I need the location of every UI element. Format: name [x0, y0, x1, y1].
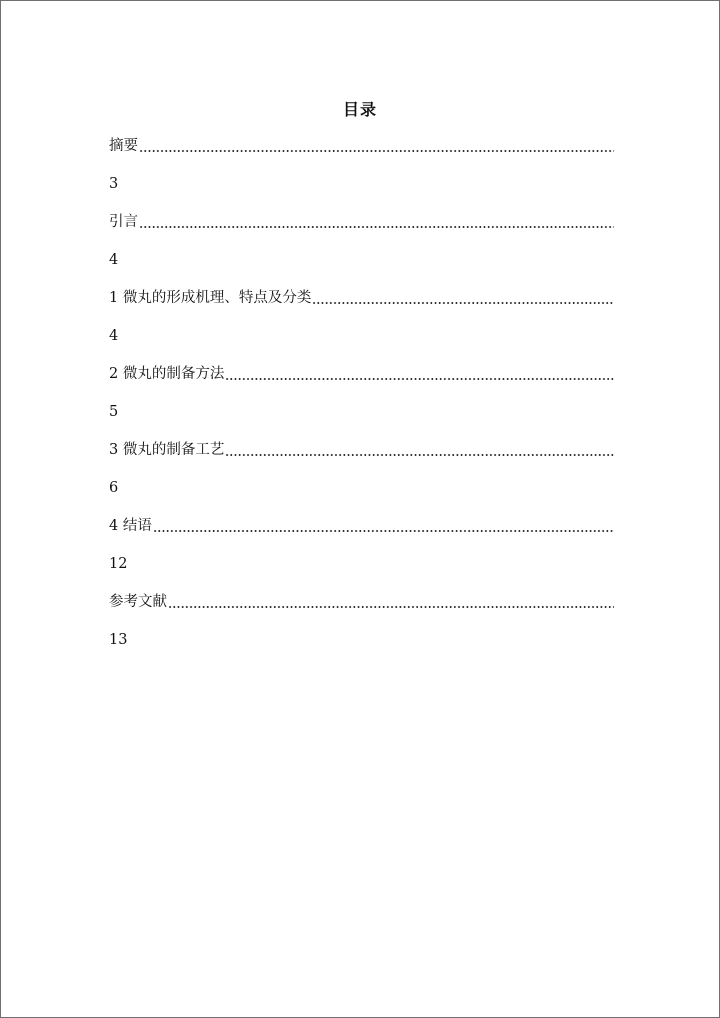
- toc-entry-page-number: 6: [109, 480, 119, 496]
- dot-leader: [225, 439, 614, 461]
- toc-entry-text: 1 微丸的形成机理、特点及分类: [109, 290, 312, 306]
- dot-leader: [139, 135, 614, 157]
- dot-leader: [312, 287, 614, 309]
- toc-entry-page-number: 4: [109, 328, 119, 344]
- toc-entry-line: [109, 287, 614, 309]
- table-of-contents: [109, 135, 614, 667]
- toc-entry-page-number: 5: [109, 404, 119, 420]
- toc-entry-text: 2 微丸的制备方法: [109, 366, 225, 382]
- toc-entry-section-3: [109, 439, 614, 515]
- toc-entry-text: 引言: [109, 214, 138, 230]
- toc-entry-line: [109, 363, 614, 385]
- toc-entry-line: [109, 591, 614, 613]
- dot-leader: [168, 591, 614, 613]
- toc-entry-text: 4 结语: [109, 518, 152, 534]
- toc-entry-line: [109, 135, 614, 157]
- toc-title: 目录: [342, 100, 377, 119]
- toc-entry-text: 3 微丸的制备工艺: [109, 442, 225, 458]
- toc-entry-page-number: 12: [109, 556, 128, 572]
- toc-entry-section-4: [109, 515, 614, 591]
- toc-entry-text: 摘要: [109, 138, 138, 154]
- toc-entry-line: [109, 439, 614, 461]
- toc-entry-page-number: 4: [109, 252, 119, 268]
- toc-entry-page-number: 3: [109, 176, 119, 192]
- toc-entry-references: [109, 591, 614, 667]
- dot-leader: [153, 515, 614, 537]
- toc-entry-section-2: [109, 363, 614, 439]
- toc-entry-abstract: [109, 135, 614, 211]
- toc-entry-section-1: [109, 287, 614, 363]
- toc-entry-text: 参考文献: [109, 594, 167, 610]
- toc-entry-line: [109, 515, 614, 537]
- dot-leader: [225, 363, 614, 385]
- toc-entry-page-number: 13: [109, 632, 128, 648]
- toc-entry-introduction: [109, 211, 614, 287]
- dot-leader: [139, 211, 614, 233]
- toc-entry-line: [109, 211, 614, 233]
